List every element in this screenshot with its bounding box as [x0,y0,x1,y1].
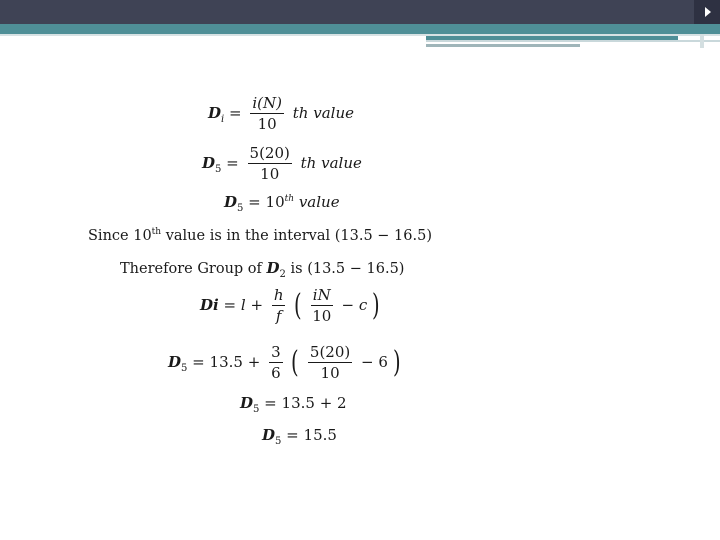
equation-d5-simplified [240,394,347,415]
fraction-denominator: 10 [257,115,277,133]
math-subscript: 5 [181,363,188,374]
equals-sign: = [286,426,299,444]
math-subscript: 5 [237,203,244,214]
fraction [269,345,283,381]
statement-text: is (13.5 − 16.5) [285,261,405,277]
left-parenthesis: ( [294,288,302,323]
equals-sign: = [223,296,237,314]
fraction-numerator: iN [312,286,331,304]
minus-sign: − [361,353,374,371]
statement-text: value is in the interval (13.5 − 16.5) [161,228,432,244]
fraction-denominator: f [275,307,282,325]
slide-title-rule [426,40,720,42]
statement-text: Since 10 [88,228,152,244]
fraction [308,345,352,381]
fraction-denominator: 10 [320,364,340,382]
equals-sign: = [192,353,205,371]
slide-title-rule-short [426,44,580,47]
math-superscript: th [284,194,295,204]
fraction [311,288,333,324]
math-symbol: D [262,426,276,444]
math-subscript: 5 [275,436,282,447]
fraction-denominator: 10 [312,307,332,325]
text-group-statement [120,259,405,280]
text-interval-statement [88,229,432,244]
equals-sign: = [229,104,242,122]
equation-decile-formula [200,288,380,324]
equation-d5-calculation [168,345,400,381]
math-superscript: th [151,227,162,237]
fraction-numerator: 5(20) [309,343,351,361]
math-symbol: D [266,259,280,277]
fraction [250,96,284,132]
math-variable: c [358,296,368,314]
equation-di-formula [208,96,354,132]
equals-sign: = [248,193,261,211]
left-parenthesis: ( [291,345,300,380]
equation-value: 13.5 + 2 [281,394,347,412]
right-parenthesis: ) [372,288,380,323]
slide-accent-band [0,24,720,34]
math-variable: l [240,296,246,314]
slide-edge-marker [700,34,704,48]
math-symbol: D [240,394,254,412]
equation-text: th value [300,154,362,172]
math-symbol: D [202,154,216,172]
statement-text: Therefore Group of [120,261,267,277]
minus-sign: − [341,296,355,314]
right-parenthesis: ) [392,345,401,380]
equals-sign: = [226,154,239,172]
fraction [272,288,286,324]
equation-value: 13.5 [209,353,243,371]
plus-sign: + [247,353,261,371]
slide-header-band [0,0,720,24]
math-symbol: Di [200,296,219,314]
fraction-denominator: 6 [271,364,281,382]
equals-sign: = [264,394,277,412]
math-subscript: i [221,114,225,125]
fraction-denominator: 10 [260,165,280,183]
math-symbol: D [208,104,222,122]
math-subscript: 5 [215,164,222,175]
fraction-numerator: h [273,286,284,304]
math-symbol: D [224,193,238,211]
math-subscript: 2 [279,269,286,280]
equation-text: th value [292,104,354,122]
equation-d5-result [262,426,337,447]
math-symbol: D [168,353,182,371]
equation-value: 10 [265,193,285,211]
slide-header-arrow-icon [705,7,711,17]
plus-sign: + [250,296,264,314]
fraction-numerator: 5(20) [249,144,290,162]
equation-value: 15.5 [303,426,337,444]
fraction-numerator: i(N) [252,94,282,112]
fraction-numerator: 3 [271,343,281,361]
equation-text: value [298,193,340,211]
equation-d5-substitution [202,146,362,182]
equation-d5-position [224,193,340,214]
math-subscript: 5 [253,404,260,415]
fraction [248,146,292,182]
equation-value: 6 [378,353,388,371]
